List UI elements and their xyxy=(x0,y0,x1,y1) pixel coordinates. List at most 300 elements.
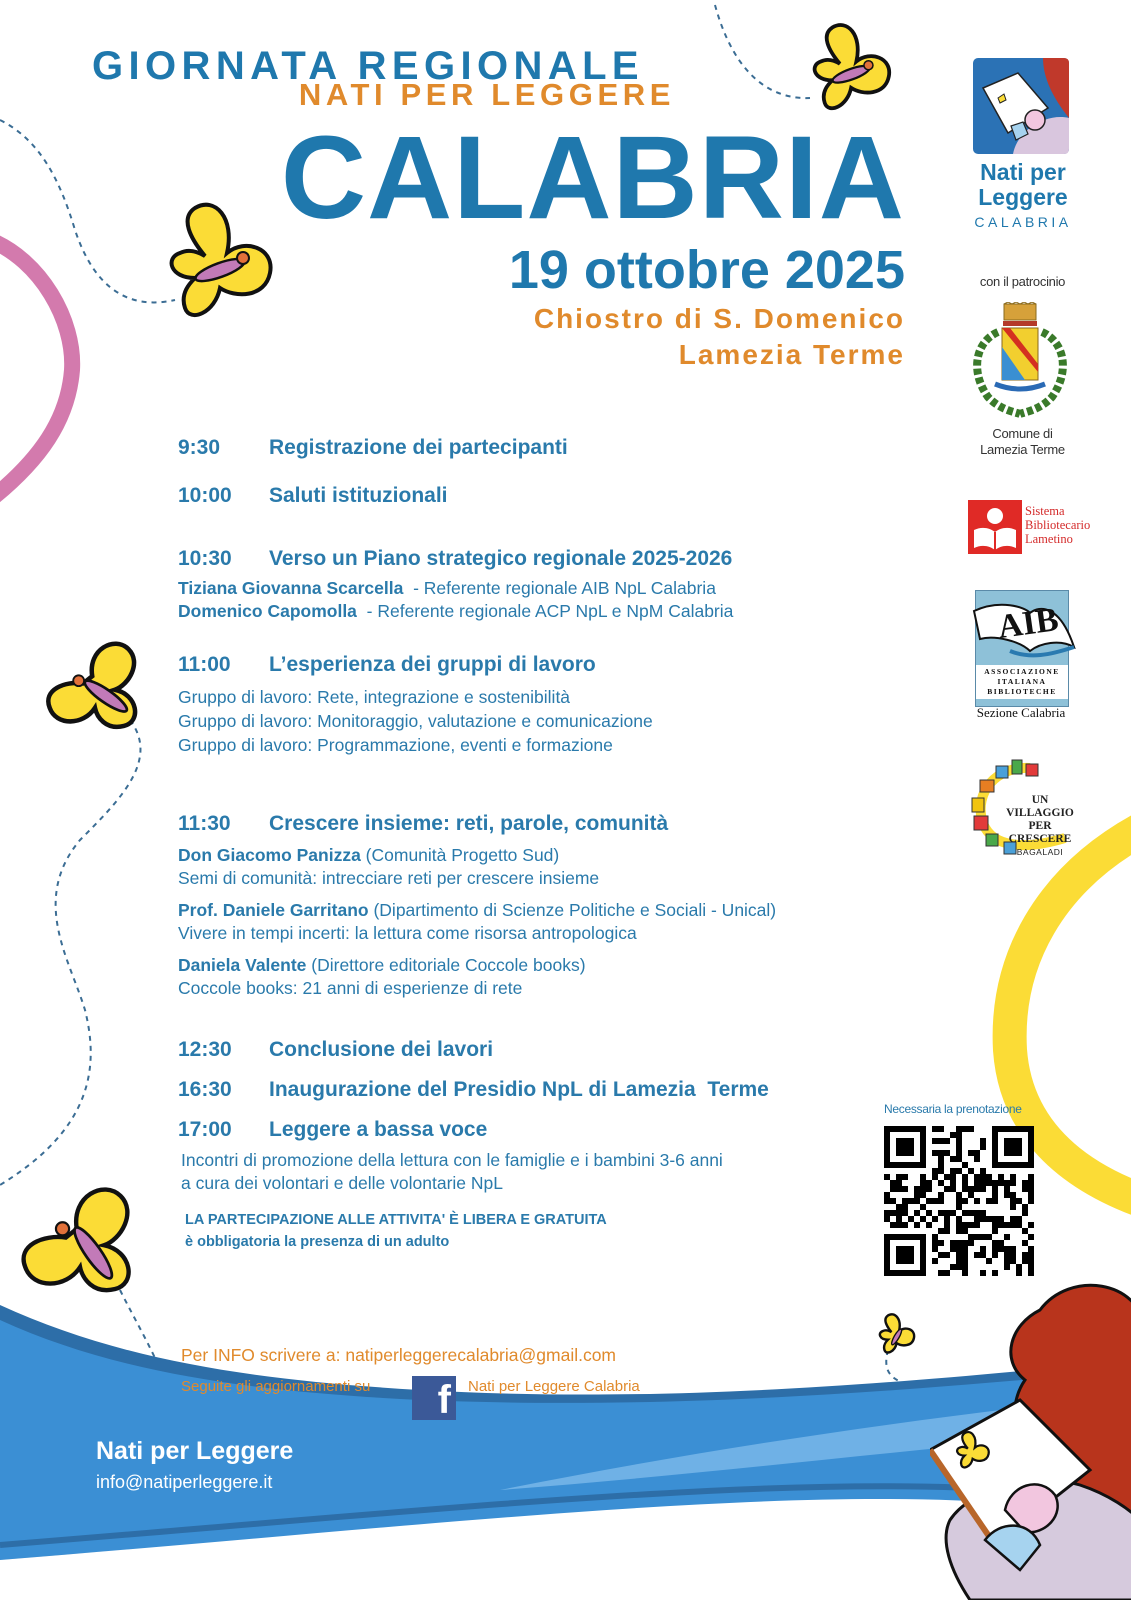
speaker-line xyxy=(178,955,586,976)
qr-module xyxy=(956,1150,962,1156)
villaggio-label-line: PER CRESCERE xyxy=(1008,820,1072,845)
qr-module xyxy=(896,1204,902,1210)
qr-module xyxy=(1004,1138,1022,1156)
qr-module xyxy=(1028,1252,1034,1258)
qr-module xyxy=(956,1144,962,1150)
qr-module xyxy=(1004,1252,1010,1258)
lamezia-coat-of-arms-icon xyxy=(970,302,1070,422)
qr-module xyxy=(962,1186,968,1192)
qr-module xyxy=(968,1210,974,1216)
qr-module xyxy=(968,1186,974,1192)
qr-module xyxy=(920,1192,926,1198)
qr-module xyxy=(998,1222,1004,1228)
qr-module xyxy=(962,1258,968,1264)
aib-name-line: ASSOCIAZIONE xyxy=(984,667,1060,676)
qr-module xyxy=(890,1198,896,1204)
qr-module xyxy=(914,1192,920,1198)
qr-module xyxy=(956,1192,962,1198)
qr-module xyxy=(968,1192,974,1198)
qr-module xyxy=(896,1222,902,1228)
butterfly-icon xyxy=(42,640,147,735)
qr-module xyxy=(938,1228,944,1234)
qr-module xyxy=(956,1264,962,1270)
qr-module xyxy=(926,1210,932,1216)
qr-module xyxy=(1028,1174,1034,1180)
qr-module xyxy=(956,1222,962,1228)
speaker-name: Prof. Daniele Garritano xyxy=(178,900,369,920)
qr-module xyxy=(992,1180,998,1186)
qr-module xyxy=(986,1216,992,1222)
butterfly-icon xyxy=(12,1185,147,1300)
program-time: 12:30 xyxy=(178,1038,232,1061)
qr-module xyxy=(968,1168,974,1174)
mother-reading-illustration xyxy=(930,1270,1131,1600)
qr-module xyxy=(926,1222,932,1228)
qr-module xyxy=(998,1216,1004,1222)
qr-module xyxy=(1004,1234,1010,1240)
qr-module xyxy=(902,1222,908,1228)
program-title: Verso un Piano strategico regionale 2025-2026 xyxy=(269,547,733,570)
qr-module xyxy=(938,1162,944,1168)
qr-module xyxy=(944,1138,950,1144)
speaker-line xyxy=(178,900,776,921)
qr-module xyxy=(962,1126,968,1132)
program-title: Conclusione dei lavori xyxy=(269,1038,494,1061)
program-item-1130 xyxy=(178,812,668,836)
qr-module xyxy=(992,1192,998,1198)
qr-module xyxy=(926,1198,932,1204)
workgroup-line: Gruppo di lavoro: Programmazione, eventi e formazione xyxy=(178,735,613,755)
qr-module xyxy=(890,1186,896,1192)
qr-module xyxy=(1028,1234,1034,1240)
qr-module xyxy=(992,1252,998,1258)
qr-module xyxy=(1010,1252,1016,1258)
qr-module xyxy=(974,1174,980,1180)
qr-module xyxy=(944,1186,950,1192)
qr-module xyxy=(980,1138,986,1144)
sbl-label-line: Lametino xyxy=(1025,532,1073,546)
facebook-icon[interactable]: f xyxy=(412,1376,456,1420)
qr-module xyxy=(932,1246,938,1252)
qr-module xyxy=(974,1210,980,1216)
qr-module xyxy=(962,1264,968,1270)
qr-module xyxy=(986,1234,992,1240)
qr-module xyxy=(884,1192,890,1198)
qr-module xyxy=(1022,1204,1028,1210)
qr-module xyxy=(974,1156,980,1162)
qr-module xyxy=(1028,1192,1034,1198)
program-time: 11:30 xyxy=(178,812,231,835)
qr-module xyxy=(902,1210,908,1216)
qr-module xyxy=(884,1174,890,1180)
program-item-1100 xyxy=(178,653,596,677)
speaker-name: Don Giacomo Panizza xyxy=(178,845,361,865)
venue xyxy=(440,301,905,373)
npl-logo-title-line: Leggere xyxy=(978,184,1068,210)
qr-module xyxy=(944,1174,950,1180)
sbl-label-line: Bibliotecario xyxy=(1025,518,1091,532)
speaker-role: - Referente regionale AIB NpL Calabria xyxy=(403,578,716,598)
speaker-role: - Referente regionale ACP NpL e NpM Calabria xyxy=(356,601,734,621)
qr-module xyxy=(1004,1180,1010,1186)
program-title: L’esperienza dei gruppi di lavoro xyxy=(269,653,596,676)
speaker-name: Tiziana Giovanna Scarcella xyxy=(178,578,404,598)
venue-city: Lamezia Terme xyxy=(678,339,905,370)
qr-module xyxy=(974,1180,980,1186)
qr-module xyxy=(896,1246,914,1264)
qr-module xyxy=(962,1246,968,1252)
qr-module xyxy=(980,1180,986,1186)
qr-module xyxy=(932,1150,938,1156)
dashed-path-left xyxy=(0,720,140,1185)
program-title: Inaugurazione del Presidio NpL di Lamezia Terme xyxy=(269,1078,769,1101)
facebook-page-link[interactable]: Nati per Leggere Calabria xyxy=(468,1378,640,1395)
qr-module xyxy=(992,1216,998,1222)
qr-module xyxy=(890,1210,896,1216)
follow-label: Seguite gli aggiornamenti su xyxy=(181,1378,371,1395)
program-item-1700 xyxy=(178,1118,487,1142)
qr-module xyxy=(938,1150,944,1156)
qr-module xyxy=(938,1270,944,1276)
qr-module xyxy=(956,1216,962,1222)
qr-module xyxy=(1022,1210,1028,1216)
program-item-0930 xyxy=(178,436,568,460)
qr-module xyxy=(926,1180,932,1186)
qr-module xyxy=(962,1270,968,1276)
speaker-line xyxy=(178,578,716,599)
venue-name: Chiostro di S. Domenico xyxy=(533,303,905,334)
qr-module xyxy=(968,1150,974,1156)
qr-module xyxy=(1022,1252,1028,1258)
qr-module xyxy=(1004,1258,1010,1264)
qr-module xyxy=(974,1150,980,1156)
aib-name-line: ITALIANA xyxy=(997,677,1047,686)
qr-module xyxy=(992,1240,998,1246)
qr-module xyxy=(962,1228,968,1234)
qr-module xyxy=(956,1204,962,1210)
qr-module xyxy=(962,1174,968,1180)
qr-module xyxy=(1028,1198,1034,1204)
qr-module xyxy=(932,1240,938,1246)
qr-module xyxy=(986,1198,992,1204)
qr-module xyxy=(950,1132,956,1138)
qr-module xyxy=(968,1126,974,1132)
qr-module xyxy=(938,1252,944,1258)
qr-module xyxy=(980,1252,986,1258)
program-item-1630 xyxy=(178,1078,769,1102)
qr-module xyxy=(956,1240,962,1246)
free-participation-notice: LA PARTECIPAZIONE ALLE ATTIVITA' È LIBERA E GRATUITA xyxy=(185,1212,607,1228)
qr-module xyxy=(944,1270,950,1276)
speaker-line xyxy=(178,601,733,622)
qr-module xyxy=(1028,1222,1034,1228)
qr-module xyxy=(980,1144,986,1150)
qr-module xyxy=(932,1198,938,1204)
booking-label: Necessaria la prenotazione xyxy=(884,1102,1022,1116)
qr-module xyxy=(998,1180,1004,1186)
qr-module xyxy=(938,1192,944,1198)
qr-module xyxy=(968,1222,974,1228)
qr-module xyxy=(968,1240,974,1246)
qr-module xyxy=(1004,1264,1010,1270)
qr-module xyxy=(902,1174,908,1180)
qr-module xyxy=(950,1246,956,1252)
speaker-affiliation: (Direttore editoriale Coccole books) xyxy=(306,955,586,975)
qr-module xyxy=(1016,1198,1022,1204)
qr-module xyxy=(956,1258,962,1264)
qr-module xyxy=(1010,1192,1016,1198)
adult-required-notice: è obbligatoria la presenza di un adulto xyxy=(185,1234,450,1250)
event-eyebrow: GIORNATA REGIONALE xyxy=(92,44,645,88)
qr-module xyxy=(944,1252,950,1258)
speaker-name: Daniela Valente xyxy=(178,955,307,975)
butterfly-icon xyxy=(808,20,898,118)
npl-brand: Nati per Leggere xyxy=(96,1437,294,1465)
qr-module xyxy=(998,1174,1004,1180)
qr-module xyxy=(968,1234,974,1240)
qr-module xyxy=(1028,1270,1034,1276)
qr-module xyxy=(914,1198,920,1204)
qr-module xyxy=(890,1180,896,1186)
qr-module xyxy=(908,1216,914,1222)
qr-module xyxy=(950,1180,956,1186)
qr-module xyxy=(1010,1174,1016,1180)
qr-module xyxy=(932,1258,938,1264)
npl-logo-title-line: Nati per xyxy=(980,159,1066,185)
talk-title: Vivere in tempi incerti: la lettura come risorsa antropologica xyxy=(178,923,637,943)
qr-module xyxy=(992,1228,998,1234)
qr-module xyxy=(980,1270,986,1276)
qr-module xyxy=(920,1216,926,1222)
qr-module xyxy=(950,1240,956,1246)
qr-module xyxy=(902,1198,908,1204)
speaker-line xyxy=(178,845,559,866)
qr-module xyxy=(980,1216,986,1222)
qr-module xyxy=(920,1174,926,1180)
program-time: 9:30 xyxy=(178,436,221,459)
program-title: Crescere insieme: reti, parole, comunità xyxy=(269,812,669,835)
qr-module xyxy=(932,1168,938,1174)
qr-module xyxy=(974,1222,980,1228)
dashed-path-top-left xyxy=(0,120,175,302)
program-time: 10:00 xyxy=(178,484,232,507)
qr-module xyxy=(962,1162,968,1168)
qr-module xyxy=(908,1198,914,1204)
qr-module xyxy=(902,1204,908,1210)
qr-module xyxy=(1010,1180,1016,1186)
qr-module xyxy=(944,1216,950,1222)
dashed-path-top xyxy=(715,5,810,98)
qr-module xyxy=(914,1210,920,1216)
qr-module xyxy=(962,1180,968,1186)
activity-description: Incontri di promozione della lettura con le famiglie e i bambini 3-6 anni xyxy=(181,1150,723,1170)
qr-module xyxy=(986,1258,992,1264)
event-date: 19 ottobre 2025 xyxy=(508,240,905,300)
info-email[interactable]: Per INFO scrivere a: natiperleggerecalabria@gmail.com xyxy=(181,1345,617,1365)
qr-module xyxy=(1016,1270,1022,1276)
qr-module xyxy=(896,1138,914,1156)
workgroup-line: Gruppo di lavoro: Monitoraggio, valutazione e comunicazione xyxy=(178,711,653,731)
qr-module xyxy=(1010,1258,1016,1264)
qr-module xyxy=(956,1138,962,1144)
qr-module xyxy=(1022,1180,1028,1186)
npl-logo-title xyxy=(962,160,1084,210)
qr-module xyxy=(974,1216,980,1222)
patronage-label: con il patrocinio xyxy=(979,274,1066,289)
qr-module xyxy=(938,1156,944,1162)
qr-module xyxy=(950,1264,956,1270)
speaker-affiliation: (Comunità Progetto Sud) xyxy=(360,845,560,865)
talk-title: Coccole books: 21 anni di esperienze di rete xyxy=(178,978,523,998)
qr-module xyxy=(902,1186,908,1192)
qr-module xyxy=(896,1186,902,1192)
npl-logo-icon xyxy=(973,58,1069,154)
qr-module xyxy=(956,1126,962,1132)
qr-module xyxy=(890,1222,896,1228)
qr-module xyxy=(980,1234,986,1240)
villaggio-label-line: UN VILLAGGIO xyxy=(1006,794,1074,819)
qr-module xyxy=(950,1168,956,1174)
qr-module xyxy=(1028,1264,1034,1270)
qr-module xyxy=(998,1246,1004,1252)
qr-module xyxy=(1028,1180,1034,1186)
qr-module xyxy=(950,1186,956,1192)
qr-module xyxy=(980,1246,986,1252)
qr-module xyxy=(944,1222,950,1228)
qr-module xyxy=(962,1240,968,1246)
qr-code[interactable] xyxy=(884,1126,1034,1276)
qr-module xyxy=(884,1210,890,1216)
program-title: Registrazione dei partecipanti xyxy=(269,436,568,459)
qr-module xyxy=(950,1174,956,1180)
comune-label-line: Lamezia Terme xyxy=(980,442,1065,457)
qr-module xyxy=(938,1180,944,1186)
qr-module xyxy=(992,1246,998,1252)
qr-module xyxy=(932,1174,938,1180)
qr-module xyxy=(956,1132,962,1138)
qr-module xyxy=(1010,1198,1016,1204)
qr-module xyxy=(1016,1216,1022,1222)
qr-module xyxy=(1004,1186,1010,1192)
qr-module xyxy=(962,1210,968,1216)
program-item-1000 xyxy=(178,484,448,508)
qr-module xyxy=(1022,1228,1028,1234)
qr-module xyxy=(956,1252,962,1258)
qr-module xyxy=(884,1198,890,1204)
qr-module xyxy=(974,1252,980,1258)
butterfly-icon xyxy=(875,1312,920,1357)
qr-module xyxy=(914,1186,920,1192)
qr-module xyxy=(944,1150,950,1156)
aib-section: Sezione Calabria xyxy=(976,705,1066,720)
qr-module xyxy=(980,1168,986,1174)
qr-module xyxy=(1022,1258,1028,1264)
qr-module xyxy=(932,1216,938,1222)
qr-module xyxy=(974,1234,980,1240)
sistema-bibliotecario-label xyxy=(1025,504,1090,546)
qr-module xyxy=(938,1198,944,1204)
qr-module xyxy=(920,1180,926,1186)
qr-module xyxy=(950,1210,956,1216)
qr-module xyxy=(1004,1192,1010,1198)
sistema-bibliotecario-logo-icon xyxy=(968,500,1022,554)
qr-module xyxy=(962,1198,968,1204)
qr-module xyxy=(1028,1258,1034,1264)
qr-module xyxy=(1010,1222,1016,1228)
qr-module xyxy=(938,1126,944,1132)
qr-module xyxy=(938,1138,944,1144)
aib-name xyxy=(976,665,1068,699)
qr-module xyxy=(932,1126,938,1132)
qr-module xyxy=(986,1174,992,1180)
qr-module xyxy=(1022,1240,1028,1246)
npl-logo-subtitle: CALABRIA xyxy=(974,214,1072,230)
program-item-1230 xyxy=(178,1038,493,1062)
qr-module xyxy=(986,1180,992,1186)
qr-module xyxy=(926,1186,932,1192)
qr-module xyxy=(974,1198,980,1204)
program-time: 16:30 xyxy=(178,1078,232,1101)
qr-module xyxy=(896,1180,902,1186)
activity-description: a cura dei volontari e delle volontarie NpL xyxy=(181,1173,503,1193)
pink-arc xyxy=(0,240,72,500)
comune-label xyxy=(960,426,1085,458)
aib-logo-text: AIB xyxy=(995,600,1061,647)
qr-module xyxy=(938,1240,944,1246)
qr-module xyxy=(896,1216,902,1222)
qr-module xyxy=(1016,1264,1022,1270)
program-title: Saluti istituzionali xyxy=(269,484,448,507)
qr-module xyxy=(1028,1246,1034,1252)
workgroup-line: Gruppo di lavoro: Rete, integrazione e sostenibilità xyxy=(178,687,571,707)
qr-module xyxy=(1016,1222,1022,1228)
qr-module xyxy=(980,1174,986,1180)
program-name: NATI PER LEGGERE xyxy=(298,77,675,112)
villaggio-label xyxy=(1000,794,1080,859)
qr-module xyxy=(992,1198,998,1204)
qr-module xyxy=(944,1210,950,1216)
qr-module xyxy=(884,1216,890,1222)
qr-module xyxy=(914,1222,920,1228)
program-time: 17:00 xyxy=(178,1118,232,1141)
sbl-label-line: Sistema xyxy=(1025,504,1065,518)
villaggio-label-line: BAGALADI xyxy=(1016,847,1064,857)
program-title: Leggere a bassa voce xyxy=(269,1118,488,1141)
qr-module xyxy=(938,1210,944,1216)
region-title: CALABRIA xyxy=(280,112,905,244)
qr-module xyxy=(1010,1216,1016,1222)
npl-brand-email[interactable]: info@natiperleggere.it xyxy=(96,1472,273,1492)
talk-title: Semi di comunità: intrecciare reti per crescere insieme xyxy=(178,868,600,888)
program-item-1030 xyxy=(178,547,732,571)
program-time: 11:00 xyxy=(178,653,231,676)
qr-module xyxy=(1028,1186,1034,1192)
qr-module xyxy=(896,1210,902,1216)
qr-module xyxy=(920,1204,926,1210)
qr-module xyxy=(992,1186,998,1192)
qr-module xyxy=(932,1234,938,1240)
qr-module xyxy=(944,1228,950,1234)
qr-module xyxy=(1010,1204,1016,1210)
qr-module xyxy=(938,1168,944,1174)
qr-module xyxy=(956,1156,962,1162)
qr-module xyxy=(932,1138,938,1144)
qr-module xyxy=(992,1270,998,1276)
qr-module xyxy=(956,1246,962,1252)
qr-module xyxy=(980,1210,986,1216)
program-time: 10:30 xyxy=(178,547,232,570)
qr-module xyxy=(1010,1246,1016,1252)
